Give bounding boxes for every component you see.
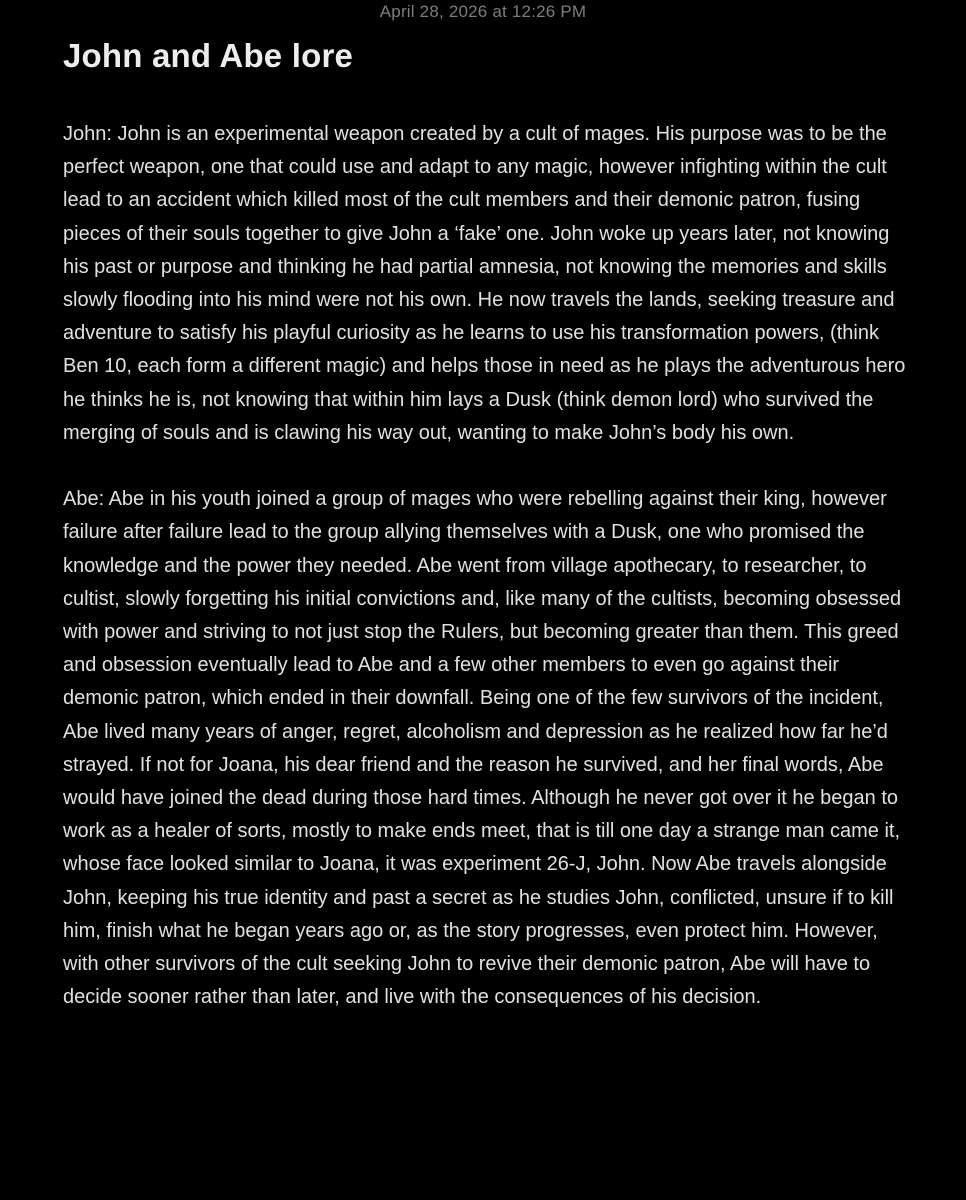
paragraph-spacer — [63, 450, 913, 483]
note-body[interactable] — [63, 118, 913, 1014]
paragraph-john[interactable]: John: John is an experimental weapon created by a cult of mages. His purpose was to be the perfect weapon, one that could use and adapt to any magic, however infighting within the cult lead to an accident which killed most of the cult members and their demonic patron, fusing pieces of their souls together to give John a ‘fake’ one. John woke up years later, not knowing his past or purpose and thinking he had partial amnesia, not knowing the memories and skills slowly flooding into his mind were not his own. He now travels the lands, seeking treasure and adventure to satisfy his playful curiosity as he learns to use his transformation powers, (think Ben 10, each form a different magic) and helps those in need as he plays the adventurous hero he thinks he is, not knowing that within him lays a Dusk (think demon lord) who survived the merging of souls and is clawing his way out, wanting to make John’s body his own. — [63, 123, 906, 444]
paragraph-abe[interactable]: Abe: Abe in his youth joined a group of mages who were rebelling against their king, however failure after failure lead to the group allying themselves with a Dusk, one who promised the knowledge and the power they needed. Abe went from village apothecary, to researcher, to cultist, slowly forgetting his initial convictions and, like many of the cultists, becoming obsessed with power and striving to not just stop the Rulers, but becoming greater than them. This greed and obsession eventually lead to Abe and a few other members to even go against their demonic patron, which ended in their downfall. Being one of the few survivors of the incident, Abe lived many years of anger, regret, alcoholism and depression as he realized how far he’d strayed. If not for Joana, his dear friend and the reason he survived, and her final words, Abe would have joined the dead during those hard times. Although he never got over it he began to work as a healer of sorts, mostly to make ends meet, that is till one day a strange man came it, whose face looked similar to Joana, it was experiment 26-J, John. Now Abe travels alongside John, keeping his true identity and past a secret as he studies John, conflicted, unsure if to kill him, finish what he began years ago or, as the story progresses, even protect him. However, with other survivors of the cult seeking John to revive their demonic patron, Abe will have to decide sooner rather than later, and live with the consequences of his decision. — [63, 488, 902, 1009]
note-title[interactable]: John and Abe lore — [63, 37, 354, 74]
note-timestamp: April 28, 2026 at 12:26 PM — [379, 2, 587, 21]
note-content[interactable] — [63, 36, 913, 1014]
